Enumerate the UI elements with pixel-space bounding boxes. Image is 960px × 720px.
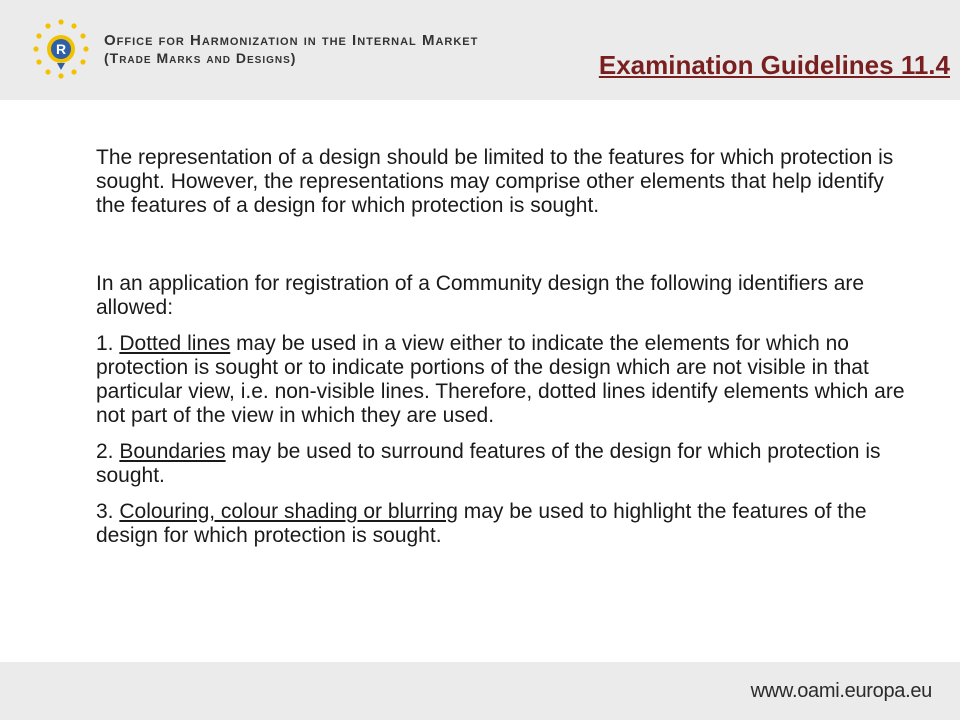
list-item-dotted-lines xyxy=(96,332,916,428)
item-number: 1. xyxy=(96,332,114,355)
item-text: may be used in a view either to indicate the elements for which no protection is sought or to indicate portions of the design which are not visible in that particular view, i.e. non-visible lines. Therefore, dotted lines identify elements which are not part of the view in which they are used. xyxy=(96,332,905,427)
ohim-logo-icon xyxy=(30,18,92,82)
page-title: Examination Guidelines 11.4 xyxy=(598,50,950,80)
list-item-colouring xyxy=(96,500,916,548)
item-term: Dotted lines xyxy=(119,332,231,355)
svg-text:R: R xyxy=(55,41,67,57)
item-text: may be used to highlight the features of the design for which protection is sought. xyxy=(96,500,867,547)
item-text: may be used to surround features of the design for which protection is sought. xyxy=(96,440,881,487)
slide-content xyxy=(96,146,916,560)
website-link[interactable]: www.oami.europa.eu xyxy=(750,680,932,702)
item-number: 2. xyxy=(96,440,114,463)
organization-subtitle: (Trade Marks and Designs) xyxy=(104,50,297,66)
identifiers-paragraph: In an application for registration of a Community design the following identifiers are allowed: xyxy=(96,272,865,319)
header-bar xyxy=(0,0,960,100)
list-item-boundaries xyxy=(96,440,916,488)
intro-paragraph: The representation of a design should be limited to the features for which protection is sought. However, the representations may comprise other elements that help identify the features of a design for which protection is sought. xyxy=(96,146,894,217)
footer-bar xyxy=(0,662,960,720)
item-term: Boundaries xyxy=(119,440,226,463)
organization-name: Office for Harmonization in the Internal Market xyxy=(104,32,479,49)
item-term: Colouring, colour shading or blurring xyxy=(119,500,458,523)
item-number: 3. xyxy=(96,500,114,523)
